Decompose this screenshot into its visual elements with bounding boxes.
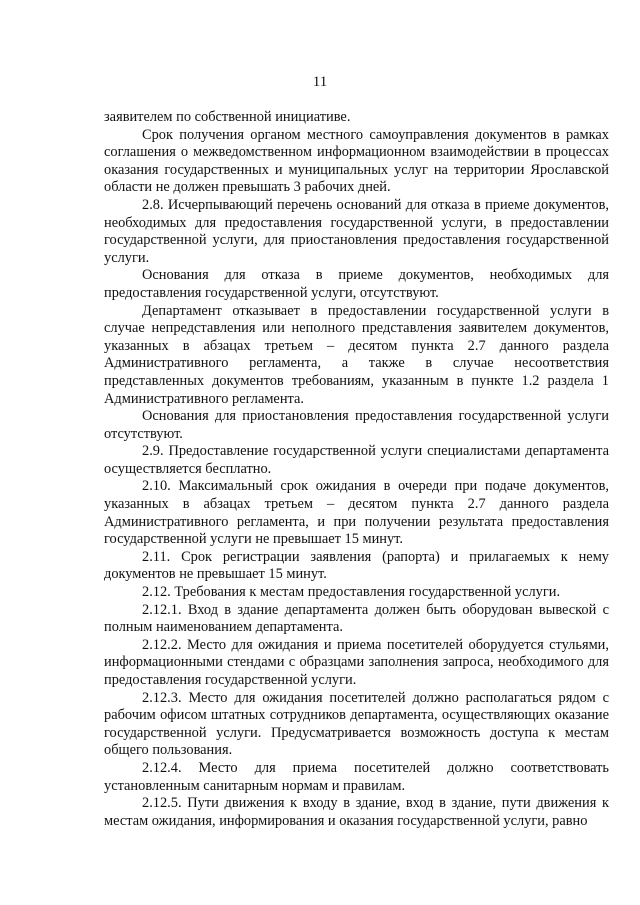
paragraph: 2.12.1. Вход в здание департамента должен быть оборудован вывеской с полным наименованием департамента.	[104, 601, 609, 636]
paragraph: Срок получения органом местного самоуправления документов в рамках соглашения о межведомственном информационном взаимодействии в процессах оказания государственных и муниципальных услуг на территории Ярославской области не должен превышать 3 рабочих дней.	[104, 126, 609, 196]
paragraph: 2.12.5. Пути движения к входу в здание, вход в здание, пути движения к местам ожидания, информирования и оказания государственной услуги, равно	[104, 795, 609, 829]
paragraph: Основания для приостановления предоставления государственной услуги отсутствуют.	[104, 408, 609, 442]
paragraph: 2.11. Срок регистрации заявления (рапорта) и прилагаемых к нему документов не превышает 15 минут.	[104, 548, 609, 583]
paragraph: 2.9. Предоставление государственной услуги специалистами департамента осуществляется бесплатно.	[104, 443, 609, 477]
paragraph: 2.12.4. Место для приема посетителей должно соответствовать установленным санитарным нормам и правилам.	[104, 759, 609, 794]
paragraph: Основания для отказа в приеме документов, необходимых для предоставления государственной услуги, отсутствуют.	[104, 267, 609, 301]
paragraph: Департамент отказывает в предоставлении государственной услуги в случае непредставления или неполного представления заявителем документов, указанных в абзацах третьем – десятом пункта 2.7 данного раздела Административного регламента, а также в случае несоответствия представленных документов требованиям, указанным в пункте 1.2 раздела 1 Административного регламента.	[104, 302, 609, 407]
paragraph: 2.8. Исчерпывающий перечень оснований для отказа в приеме документов, необходимых для предоставления государственной услуги, в предоставлении государственной услуги, для приостановления предоставления государственной услуги.	[104, 196, 609, 266]
document-body	[104, 109, 609, 830]
page-number: 11	[312, 74, 328, 90]
paragraph: 2.12. Требования к местам предоставления государственной услуги.	[142, 584, 561, 601]
paragraph: заявителем по собственной инициативе.	[104, 109, 351, 125]
paragraph: 2.12.3. Место для ожидания посетителей должно располагаться рядом с рабочим офисом штатных сотрудников департамента, осуществляющих оказание государственной услуги. Предусматривается возможность доступа к местам общего пользования.	[104, 689, 609, 759]
paragraph: 2.12.2. Место для ожидания и приема посетителей оборудуется стульями, информационными стендами с образцами заполнения запроса, необходимого для предоставления государственной услуги.	[104, 636, 609, 688]
paragraph: 2.10. Максимальный срок ожидания в очереди при подаче документов, указанных в абзацах третьем – десятом пункта 2.7 данного раздела Административного регламента, и при получении результата предоставления государственной услуги не превышает 15 минут.	[104, 478, 609, 548]
